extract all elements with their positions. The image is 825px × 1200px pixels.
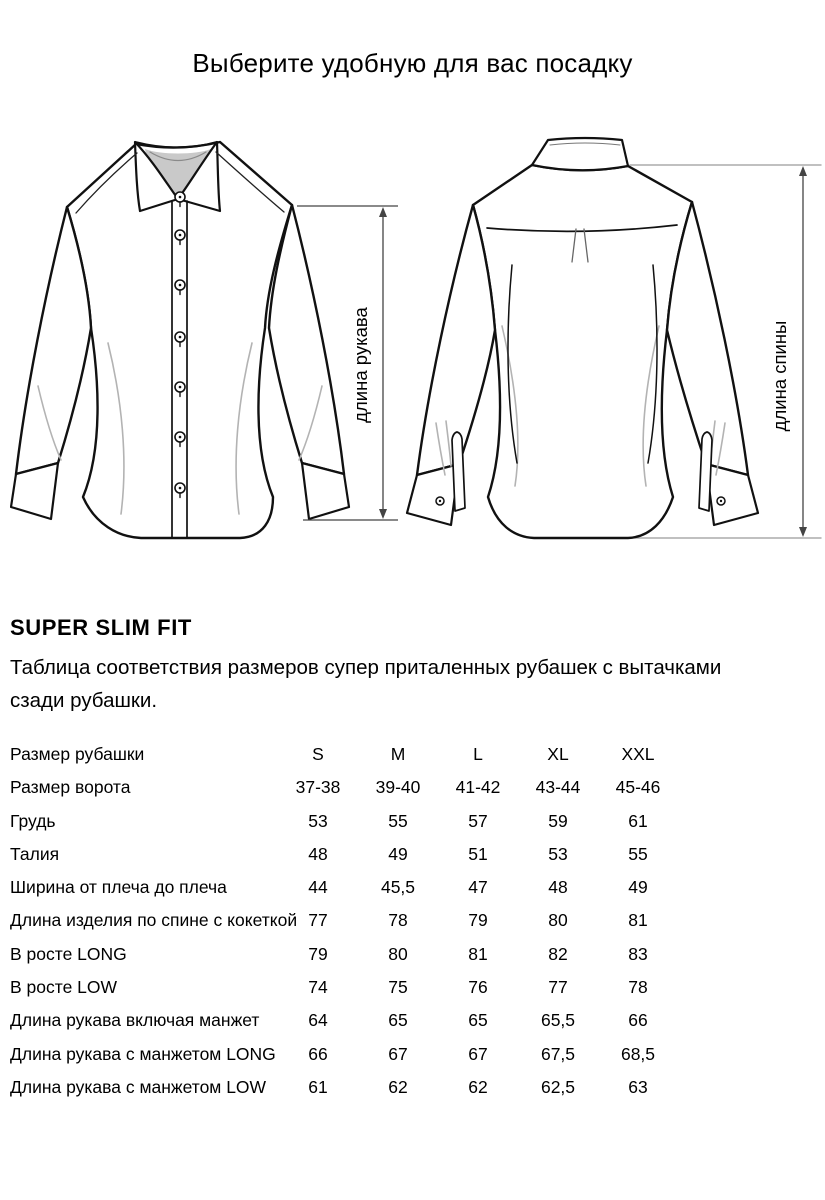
- size-value: 55: [388, 810, 408, 831]
- size-value: 62,5: [540, 1076, 576, 1097]
- right-sleeve-placket: [699, 432, 712, 511]
- size-value: S: [312, 744, 324, 764]
- size-value: 78: [388, 910, 408, 931]
- size-value: 63: [628, 1076, 648, 1097]
- fit-description-line: сзади рубашки.: [10, 688, 158, 712]
- size-value: 75: [388, 977, 408, 998]
- table-row: [10, 1038, 678, 1071]
- row-label: Длина изделия по спине с кокеткой: [10, 910, 298, 931]
- size-value: 48: [308, 843, 328, 864]
- size-value: 83: [628, 943, 648, 964]
- table-row: [10, 1071, 678, 1104]
- table-row: [10, 971, 678, 1004]
- size-value: 39-40: [375, 777, 421, 798]
- size-value: 65: [468, 1010, 488, 1031]
- size-value: 65: [388, 1010, 408, 1031]
- size-value: 44: [308, 877, 328, 898]
- size-value: 78: [628, 977, 648, 998]
- fit-description-line: Таблица соответствия размеров супер приталенных рубашек с вытачками: [10, 656, 722, 679]
- size-value: 80: [548, 910, 568, 931]
- row-label: Грудь: [10, 810, 56, 831]
- arrow-head-down: [379, 509, 387, 519]
- arrow-head-up: [379, 207, 387, 217]
- size-value: 64: [308, 1010, 328, 1031]
- size-value: 43-44: [535, 777, 581, 798]
- size-value: 53: [308, 810, 328, 831]
- size-value: 81: [468, 943, 488, 964]
- row-label: Длина рукава с манжетом LONG: [10, 1043, 276, 1064]
- size-value: 41-42: [455, 777, 501, 798]
- row-label: Размер ворота: [10, 777, 131, 798]
- sleeve-length-label: длина рукава: [350, 307, 371, 423]
- row-label: Ширина от плеча до плеча: [10, 877, 227, 898]
- size-table: [10, 738, 678, 1104]
- size-value: 68,5: [620, 1043, 656, 1064]
- arrow-head-down: [799, 527, 807, 537]
- size-value: 57: [468, 810, 488, 831]
- size-value: 67: [388, 1043, 408, 1064]
- size-value: 45-46: [615, 777, 661, 798]
- size-value: 49: [388, 843, 408, 864]
- table-row: [10, 938, 678, 971]
- row-label: Длина рукава включая манжет: [10, 1010, 260, 1031]
- back-length-measure: [799, 166, 807, 537]
- back-left-cuff: [407, 464, 459, 525]
- size-value: 79: [468, 910, 488, 931]
- shirt-back-body: [473, 165, 692, 538]
- size-value: 67: [468, 1043, 488, 1064]
- size-value: 62: [388, 1076, 408, 1097]
- row-label: Размер рубашки: [10, 744, 145, 764]
- size-value: 61: [628, 810, 648, 831]
- size-value: L: [473, 744, 483, 764]
- size-value: 82: [548, 943, 568, 964]
- back-length-label: длина спины: [769, 320, 790, 432]
- size-value: 66: [308, 1043, 328, 1064]
- size-value: 62: [468, 1076, 488, 1097]
- size-value: 65,5: [540, 1010, 576, 1031]
- row-label: Длина рукава с манжетом LOW: [10, 1076, 267, 1097]
- row-label: Талия: [10, 843, 60, 864]
- size-value: 81: [628, 910, 648, 931]
- size-table-body: [10, 738, 678, 1104]
- size-value: 79: [308, 943, 328, 964]
- size-value: 66: [628, 1010, 648, 1031]
- size-value: 74: [308, 977, 328, 998]
- table-row: [10, 1004, 678, 1037]
- back-shirt-diagram: [400, 128, 825, 578]
- fit-heading: SUPER SLIM FIT: [10, 615, 192, 640]
- table-row: [10, 771, 678, 804]
- arrow-head-up: [799, 166, 807, 176]
- size-value: 67,5: [540, 1043, 576, 1064]
- size-value: 80: [388, 943, 408, 964]
- size-value: 61: [308, 1076, 328, 1097]
- size-value: 76: [468, 977, 488, 998]
- size-value: M: [390, 744, 406, 764]
- size-value: 53: [548, 843, 568, 864]
- size-value: 47: [468, 877, 488, 898]
- back-right-cuff: [706, 464, 758, 525]
- front-shirt-diagram: [10, 128, 400, 578]
- front-shirt-drawing: [11, 142, 349, 538]
- size-value: 77: [308, 910, 328, 931]
- size-value: 51: [468, 843, 488, 864]
- table-row: [10, 805, 678, 838]
- size-value: 45,5: [380, 877, 416, 898]
- table-row: [10, 738, 678, 771]
- table-row: [10, 871, 678, 904]
- fit-description: [10, 652, 810, 717]
- size-value: 55: [628, 843, 648, 864]
- size-value: 77: [548, 977, 568, 998]
- page-title: Выберите удобную для вас посадку: [192, 48, 633, 78]
- row-label: В росте LONG: [10, 943, 127, 964]
- size-value: 59: [548, 810, 568, 831]
- left-sleeve-placket: [452, 432, 465, 511]
- size-value: 48: [548, 877, 568, 898]
- size-value: XL: [547, 744, 569, 764]
- size-value: 49: [628, 877, 648, 898]
- row-label: В росте LOW: [10, 977, 118, 998]
- table-row: [10, 838, 678, 871]
- size-value: 37-38: [295, 777, 341, 798]
- table-row: [10, 904, 678, 937]
- size-value: XXL: [621, 744, 655, 764]
- back-shirt-drawing: [407, 138, 821, 538]
